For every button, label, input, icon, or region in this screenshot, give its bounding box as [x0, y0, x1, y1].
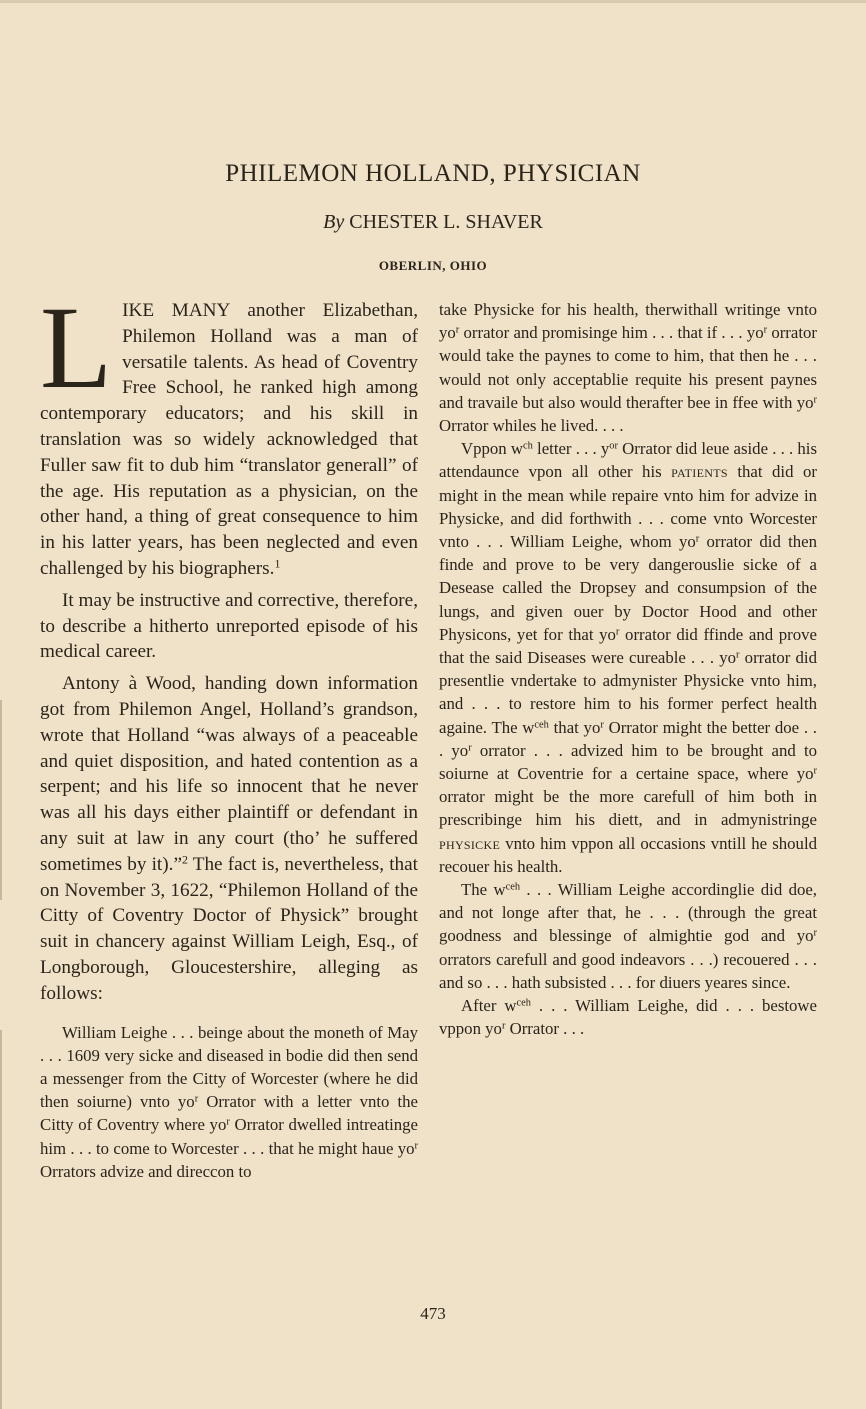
sup-r: r — [736, 649, 740, 661]
quote-text: orrator would take the paynes to come to him, that then he . . . would not only acceptablie requite his present paynes and travaile but also would therafter bee in ffee with yo — [439, 323, 817, 412]
footnote-ref-1: 1 — [274, 556, 281, 571]
drop-cap: L — [40, 282, 113, 413]
sup-r: r — [414, 1139, 418, 1151]
quote-text: take Physicke for his health, therwithall writinge vnto yo — [439, 300, 817, 343]
quotation-1-continued — [439, 298, 817, 437]
page-edge-mark — [0, 700, 2, 900]
sup-r: r — [695, 533, 700, 545]
author-name: CHESTER L. SHAVER — [349, 211, 543, 233]
sup-r: r — [813, 927, 817, 939]
small-caps-physicke: physicke — [439, 833, 501, 853]
byline — [0, 211, 866, 234]
sup-ceh: ceh — [516, 997, 531, 1009]
footnote-ref-2: 2 — [181, 852, 188, 867]
quote-text: orrator might be the more carefull of him both in prescribinge him his diett, and in admynistringe — [439, 787, 817, 830]
article-title: PHILEMON HOLLAND, PHYSICIAN — [225, 160, 641, 187]
quote-text: Orrator . . . — [505, 1019, 585, 1039]
page-number: 473 — [420, 1304, 446, 1323]
sup-r: r — [615, 626, 620, 638]
sup-r: r — [763, 324, 768, 336]
left-column — [40, 282, 419, 1183]
sup-ch: ch — [523, 440, 533, 452]
quotation-4 — [439, 994, 817, 1040]
quote-text: that yo — [548, 717, 601, 737]
paragraph-1-text: IKE MANY another Elizabethan, Philemon Holland was a man of versatile talents. As head of Coventry Free School, he ranked high among contemporary educators; and his skill in translation was so widely acknowledged that Fuller saw fit to dub him “translator generall” of the age. His reputation as a physician, on the other hand, a thing of great consequence to him in his latter years, has been neglected and even challenged by his biographers. — [40, 300, 418, 579]
quotation-3 — [439, 878, 817, 994]
sup-ceh: ceh — [534, 718, 549, 730]
quote-text: . . . William Leighe, did . . . bestowe vppon yo — [439, 996, 817, 1039]
quote-text: orrators carefull and good indeavors . . .) recouered . . . and so . . . hath subsisted . . . for diuers yeares since. — [439, 949, 817, 992]
quote-text: After w — [461, 996, 517, 1016]
quote-text: Orrator might the better doe . . . yo — [439, 717, 818, 760]
paragraph-3 — [40, 671, 418, 1006]
sup-r: r — [600, 718, 604, 730]
author-location: OBERLIN, OHIO — [378, 258, 488, 273]
small-caps-patients: patients — [671, 462, 728, 482]
quote-text: Orrator dwelled intreatinge him . . . to come to Worcester . . . that he might haue yo — [40, 1115, 418, 1158]
quotation-1 — [40, 1021, 418, 1183]
quote-text: . . . William Leighe accordinglie did doe, and not longe after that, he . . . (through the great goodness and blessinge of almightie god and yo — [439, 880, 818, 946]
paragraph-3-text-a: Antony à Wood, handing down information got from Philemon Angel, Holland’s grandson, wrote that Holland “was always of a peaceable and quiet disposition, and hated contention as a serpent; and his life so innocent that he never was all his days either plaintiff or defendant in any suit at law in any court (tho’ he suffered sometimes by it).” — [40, 673, 418, 875]
quote-text: Vppon w — [461, 439, 524, 459]
quote-text: orrator and promisinge him . . . that if . . . yo — [459, 323, 764, 343]
paragraph-3-text-b: The fact is, nevertheless, that on November 3, 1622, “Philemon Holland of the Citty of Coventry Doctor of Physick” brought suit in chancery against William Leigh, Esq., of Longborough, Gloucestershire, alleging as follows: — [40, 853, 419, 1004]
quote-text: orrator did presentlie vndertake to admynister Physicke vnto him, and . . . to restore him to his former perfect health againe. The w — [439, 648, 817, 737]
byline-prefix: By — [323, 211, 345, 233]
paragraph-2: It may be instructive and corrective, therefore, to describe a hitherto unreported episode of his medical career. — [40, 589, 418, 663]
quote-text: that did or might in the mean while repaire vnto him for advize in Physicke, and did forthwith . . . come vnto Worcester vnto . . . William Leighe, whom yo — [439, 462, 817, 552]
page-edge-mark — [0, 1030, 2, 1409]
top-edge-rule — [0, 0, 866, 3]
paragraph-1 — [40, 282, 418, 582]
sup-ceh: ceh — [505, 881, 521, 893]
quote-text: orrator did then finde and prove to be very dangerouslie sicke of a Desease called the Dropsey and consumpsion of the lungs, and given ouer by Doctor Hood and other Physicons, yet for that yo — [439, 532, 817, 644]
right-column — [439, 298, 817, 1041]
quote-text: The w — [461, 880, 506, 900]
sup-r: r — [468, 742, 472, 754]
sup-r: r — [501, 1020, 506, 1032]
quote-text: Orrator whiles he lived. . . . — [439, 416, 624, 436]
quote-text: letter . . . y — [532, 439, 610, 459]
sup-r: r — [813, 394, 817, 406]
sup-r: r — [226, 1116, 230, 1128]
sup-r: r — [813, 765, 817, 777]
quote-text: orrator . . . advized him to be brought and to soiurne at Coventrie for a certaine space, where yo — [439, 740, 817, 784]
quote-text: Orrators advize and direccon to — [40, 1161, 252, 1181]
quote-text: vnto him vppon all occasions vntill he should recouer his health. — [439, 833, 817, 876]
quote-text: Orrator did leue aside . . . his attendaunce vpon all other his — [439, 439, 817, 482]
sup-or: or — [609, 440, 618, 452]
quote-text: orrator did ffinde and prove that the said Diseases were cureable . . . yo — [439, 624, 817, 668]
quote-text: William Leighe . . . beinge about the moneth of May . . . 1609 very sicke and diseased in bodie did then send a messenger from the Citty of Worcester (where he did then soiurne) vnto yo — [40, 1022, 418, 1112]
quote-text: Orrator with a letter vnto the Citty of Coventry where yo — [40, 1092, 418, 1135]
sup-r: r — [455, 324, 460, 336]
quotation-2 — [439, 437, 817, 878]
sup-r: r — [194, 1093, 199, 1105]
